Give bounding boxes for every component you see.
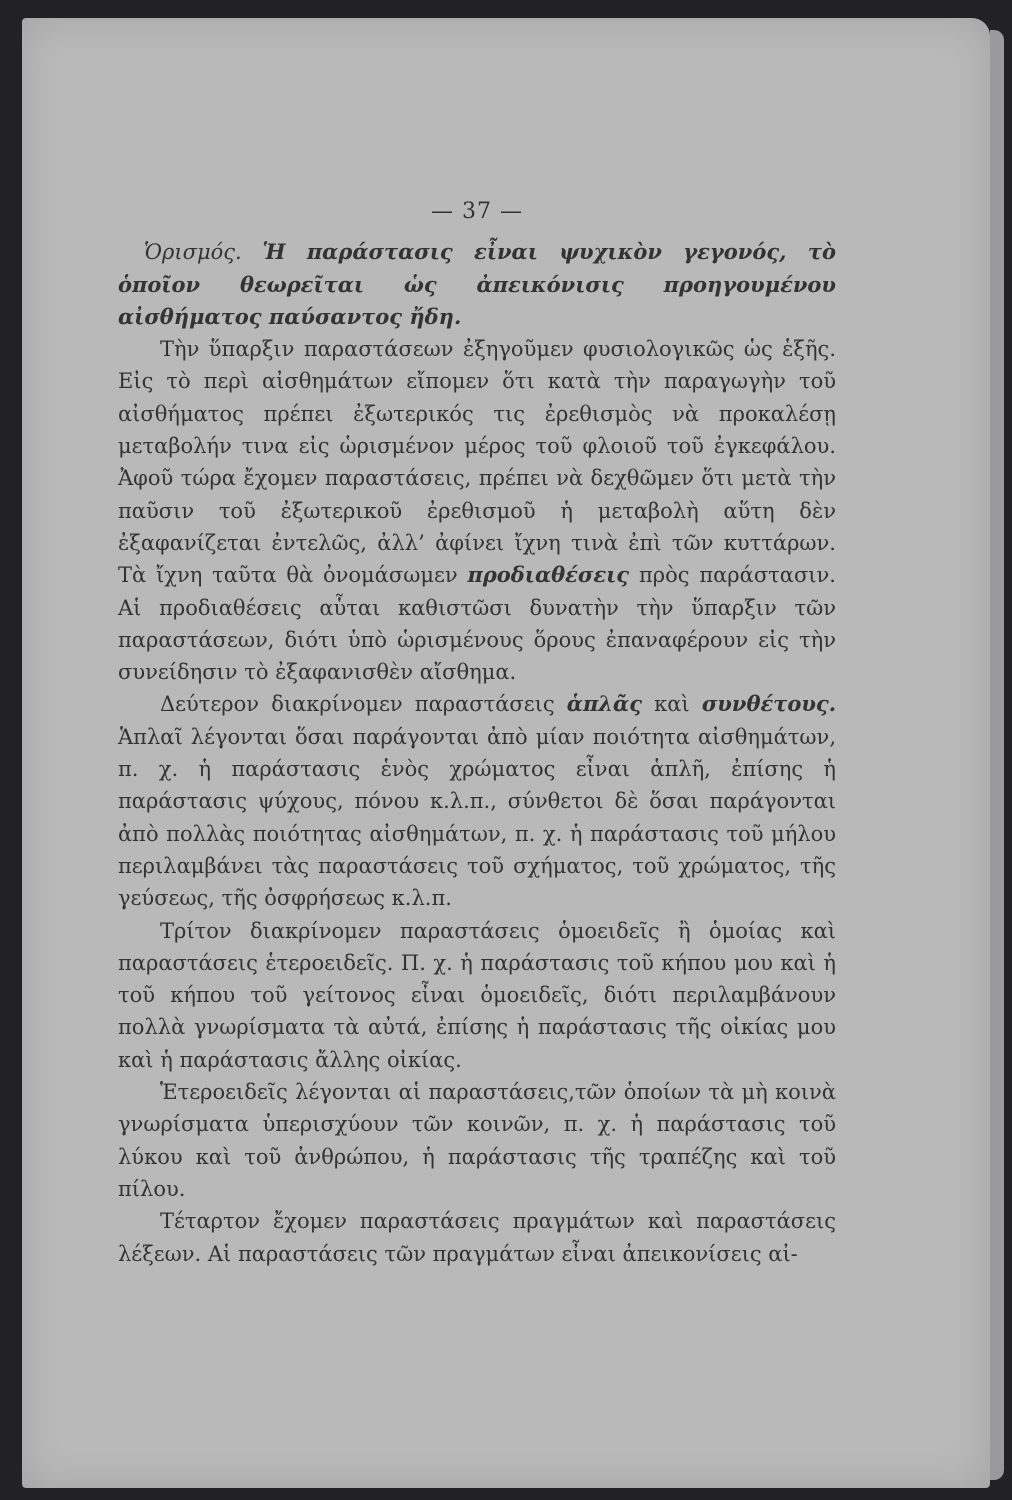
paragraph-physiology	[118, 333, 836, 688]
term-simple: ἁπλᾶς	[566, 691, 642, 717]
definition-text: Ἡ παράστασις εἶναι ψυχικὸν γεγονός, τὸ ὁποῖον θεωρεῖται ὡς ἀπεικόνισις προηγουμένου αἰσθήματος παύσαντος ἤδη.	[118, 239, 836, 329]
paragraph-things-words: Τέταρτον ἔχομεν παραστάσεις πραγμάτων καὶ παραστάσεις λέξεων. Αἱ παραστάσεις τῶν πραγμάτων εἶναι ἀπεικονίσεις αἰ-	[118, 1209, 836, 1266]
page-edge-shadow	[990, 30, 1004, 1480]
paragraph-2-body: Ἁπλαῖ λέγονται ὅσαι παράγονται ἀπὸ μίαν ποιότητα αἰσθημάτων, π. χ. ἡ παράστασις ἑνὸς χρώματος εἶναι ἁπλῆ, ἐπίσης ἡ παράστασις ψύχους, πόνου κ.λ.π., σύνθετοι δὲ ὅσαι παράγονται ἀπὸ πολλὰς ποιότητας αἰσθημάτων, π. χ. ἡ παράστασις τοῦ μήλου περιλαμβάνει τὰς παραστάσεις τοῦ σχήματος, τοῦ χρώματος, τῆς γεύσεως, τῆς ὀσφρήσεως κ.λ.π.	[118, 724, 836, 911]
term-predispositions: προδιαθέσεις	[467, 562, 630, 588]
paragraph-2-intro: Δεύτερον διακρίνομεν παραστάσεις	[160, 692, 555, 717]
definition-label: Ὁρισμός.	[144, 240, 242, 265]
paragraph-1-text-b: πρὸς παράστασιν. Αἱ προδιαθέσεις αὗται καθιστῶσι δυνατὴν τὴν ὕπαρξιν τῶν παραστάσεων, διότι ὑπὸ ὡρισμένους ὅρους ἐπαναφέρουν εἰς τὴν συνείδησιν τὸ ἐξαφανισθὲν αἴσθημα.	[118, 563, 836, 685]
paragraph-heterogeneous: Ἑτεροειδεῖς λέγονται αἱ παραστάσεις,τῶν ὁποίων τὰ μὴ κοινὰ γνωρίσματα ὑπερισχύουν τῶν κοινῶν, π. χ. ἡ παράστασις τοῦ λύκου καὶ τοῦ ἀνθρώπου, ἡ παράστασις τῆς τραπέζης καὶ τοῦ πίλου.	[118, 1080, 836, 1201]
page-text	[118, 196, 836, 1270]
definition-paragraph	[118, 236, 836, 333]
paragraph-1-text-a: Τὴν ὕπαρξιν παραστάσεων ἐξηγοῦμεν φυσιολογικῶς ὡς ἑξῆς. Εἰς τὸ περὶ αἰσθημάτων εἴπομεν ὅτι κατὰ τὴν παραγωγὴν τοῦ αἰσθήματος πρέπει ἐξωτερικός τις ἐρεθισμὸς νὰ προκαλέσῃ μεταβολήν τινα εἰς ὡρισμένον μέρος τοῦ φλοιοῦ τοῦ ἐγκεφάλου. Ἀφοῦ τώρα ἔχομεν παραστάσεις, πρέπει νὰ δεχθῶμεν ὅτι μετὰ τὴν παῦσιν τοῦ ἐξωτερικοῦ ἐρεθισμοῦ ἡ μεταβολὴ αὕτη δὲν ἐξαφανίζεται ἐντελῶς, ἀλλ’ ἀφίνει ἴχνη τινὰ ἐπὶ τῶν κυττάρων. Τὰ ἴχνη ταῦτα θὰ ὀνομάσωμεν	[118, 337, 836, 588]
paragraph-2-connector: καὶ	[654, 692, 690, 717]
term-complex: συνθέτους.	[701, 691, 837, 717]
paragraph-homogeneous: Τρίτον διακρίνομεν παραστάσεις ὁμοειδεῖς ἢ ὁμοίας καὶ παραστάσεις ἑτεροειδεῖς. Π. χ. ἡ παράστασις τοῦ κήπου μου καὶ ἡ τοῦ κήπου τοῦ γείτονος εἶναι ὁμοειδεῖς, διότι περιλαμβάνουν πολλὰ γνωρίσματα τὰ αὐτά, ἐπίσης ἡ παράστασις τῆς οἰκίας μου καὶ ἡ παράστασις ἄλλης οἰκίας.	[118, 918, 836, 1072]
paragraph-simple-complex	[118, 688, 836, 914]
page-number: — 37 —	[431, 199, 523, 224]
